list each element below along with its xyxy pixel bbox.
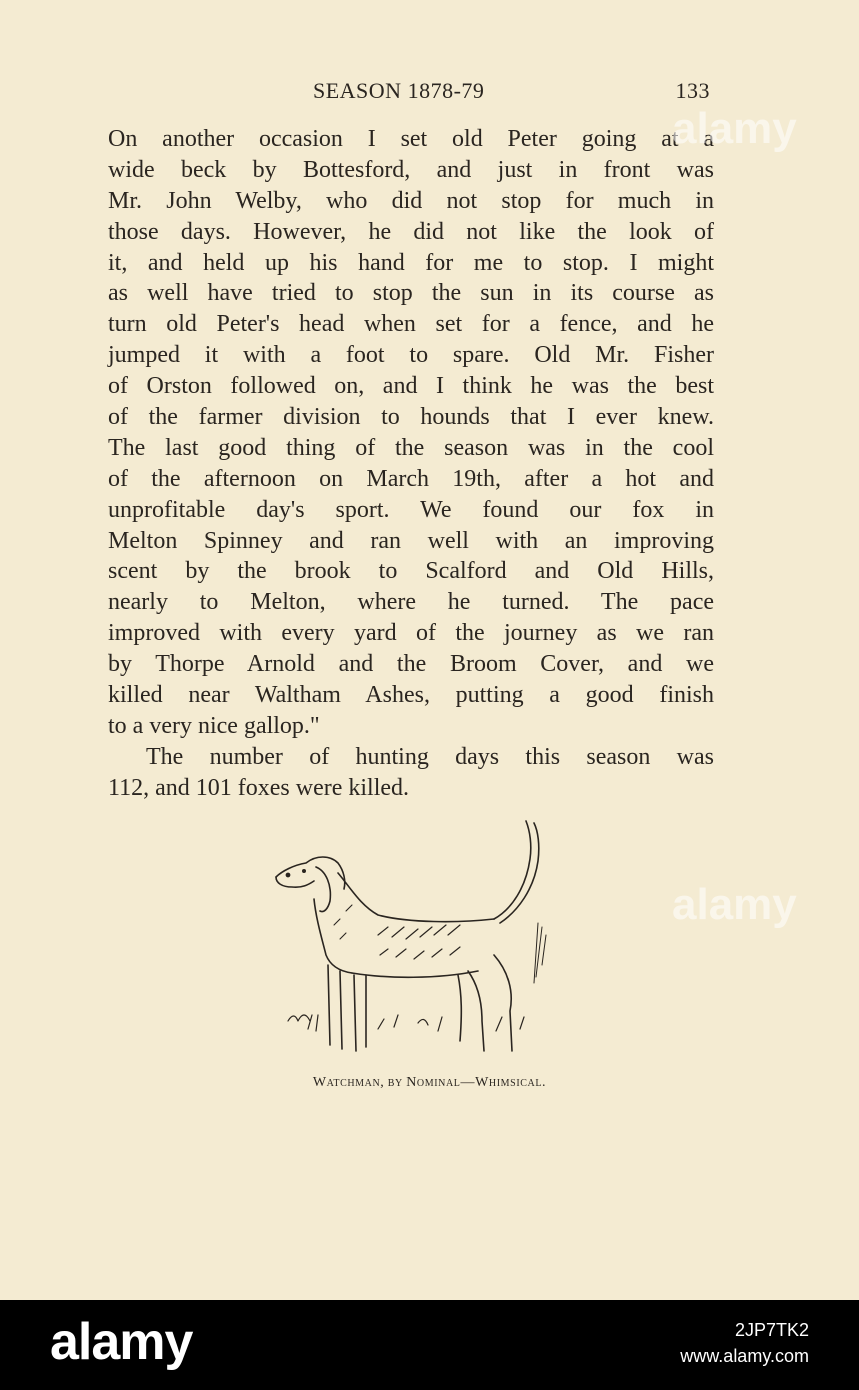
text-line: The number of hunting days this season was (146, 743, 714, 770)
text-line: of Orston followed on, and I think he was the best (108, 373, 714, 400)
text-line: nearly to Melton, where he turned. The pace (108, 589, 714, 616)
brand-logo: alamy (50, 1313, 193, 1371)
text-line: killed near Waltham Ashes, putting a good finish (108, 682, 714, 709)
caption-pedigree: Nominal—Whimsical. (406, 1075, 547, 1090)
text-line: to a very nice gallop." (108, 712, 320, 739)
text-line: improved with every yard of the journey as we ran (108, 620, 714, 647)
caption-name: Watchman, (312, 1075, 385, 1090)
page-number: 133 (675, 78, 710, 103)
running-head (108, 78, 710, 108)
image-id: 2JP7TK2 (734, 1320, 809, 1340)
text-line: Mr. John Welby, who did not stop for much in (108, 187, 714, 214)
watermark-text: alamy (672, 104, 797, 153)
text-line: On another occasion I set old Peter going at a (108, 126, 714, 152)
text-line: of the farmer division to hounds that I ever knew. (108, 404, 714, 431)
text-line: unprofitable day's sport. We found our fox in (108, 496, 714, 523)
body-text (108, 124, 714, 804)
caption-by: by (387, 1075, 403, 1090)
text-line: turn old Peter's head when set for a fence, and he (108, 311, 714, 338)
text-line: scent by the brook to Scalford and Old Hills, (108, 558, 714, 585)
hound-illustration (268, 815, 558, 1065)
running-title: SEASON 1878-79 (313, 78, 485, 103)
text-line: by Thorpe Arnold and the Broom Cover, and we (108, 651, 714, 678)
text-line: wide beck by Bottesford, and just in front was (108, 156, 714, 183)
site-url: www.alamy.com (680, 1346, 809, 1366)
illustration-caption (0, 1075, 859, 1091)
stock-footer (0, 1300, 859, 1390)
text-line: it, and held up his hand for me to stop. I might (108, 249, 714, 276)
text-line: Melton Spinney and ran well with an improving (108, 527, 714, 554)
text-line: The last good thing of the season was in the cool (108, 434, 714, 461)
watermark-text: alamy (672, 880, 797, 929)
text-line: as well have tried to stop the sun in its course as (108, 280, 714, 307)
text-line: those days. However, he did not like the look of (108, 218, 714, 245)
text-line: of the afternoon on March 19th, after a hot and (108, 465, 714, 492)
text-line: 112, and 101 foxes were killed. (108, 774, 410, 801)
text-line: jumped it with a foot to spare. Old Mr. Fisher (108, 342, 714, 369)
